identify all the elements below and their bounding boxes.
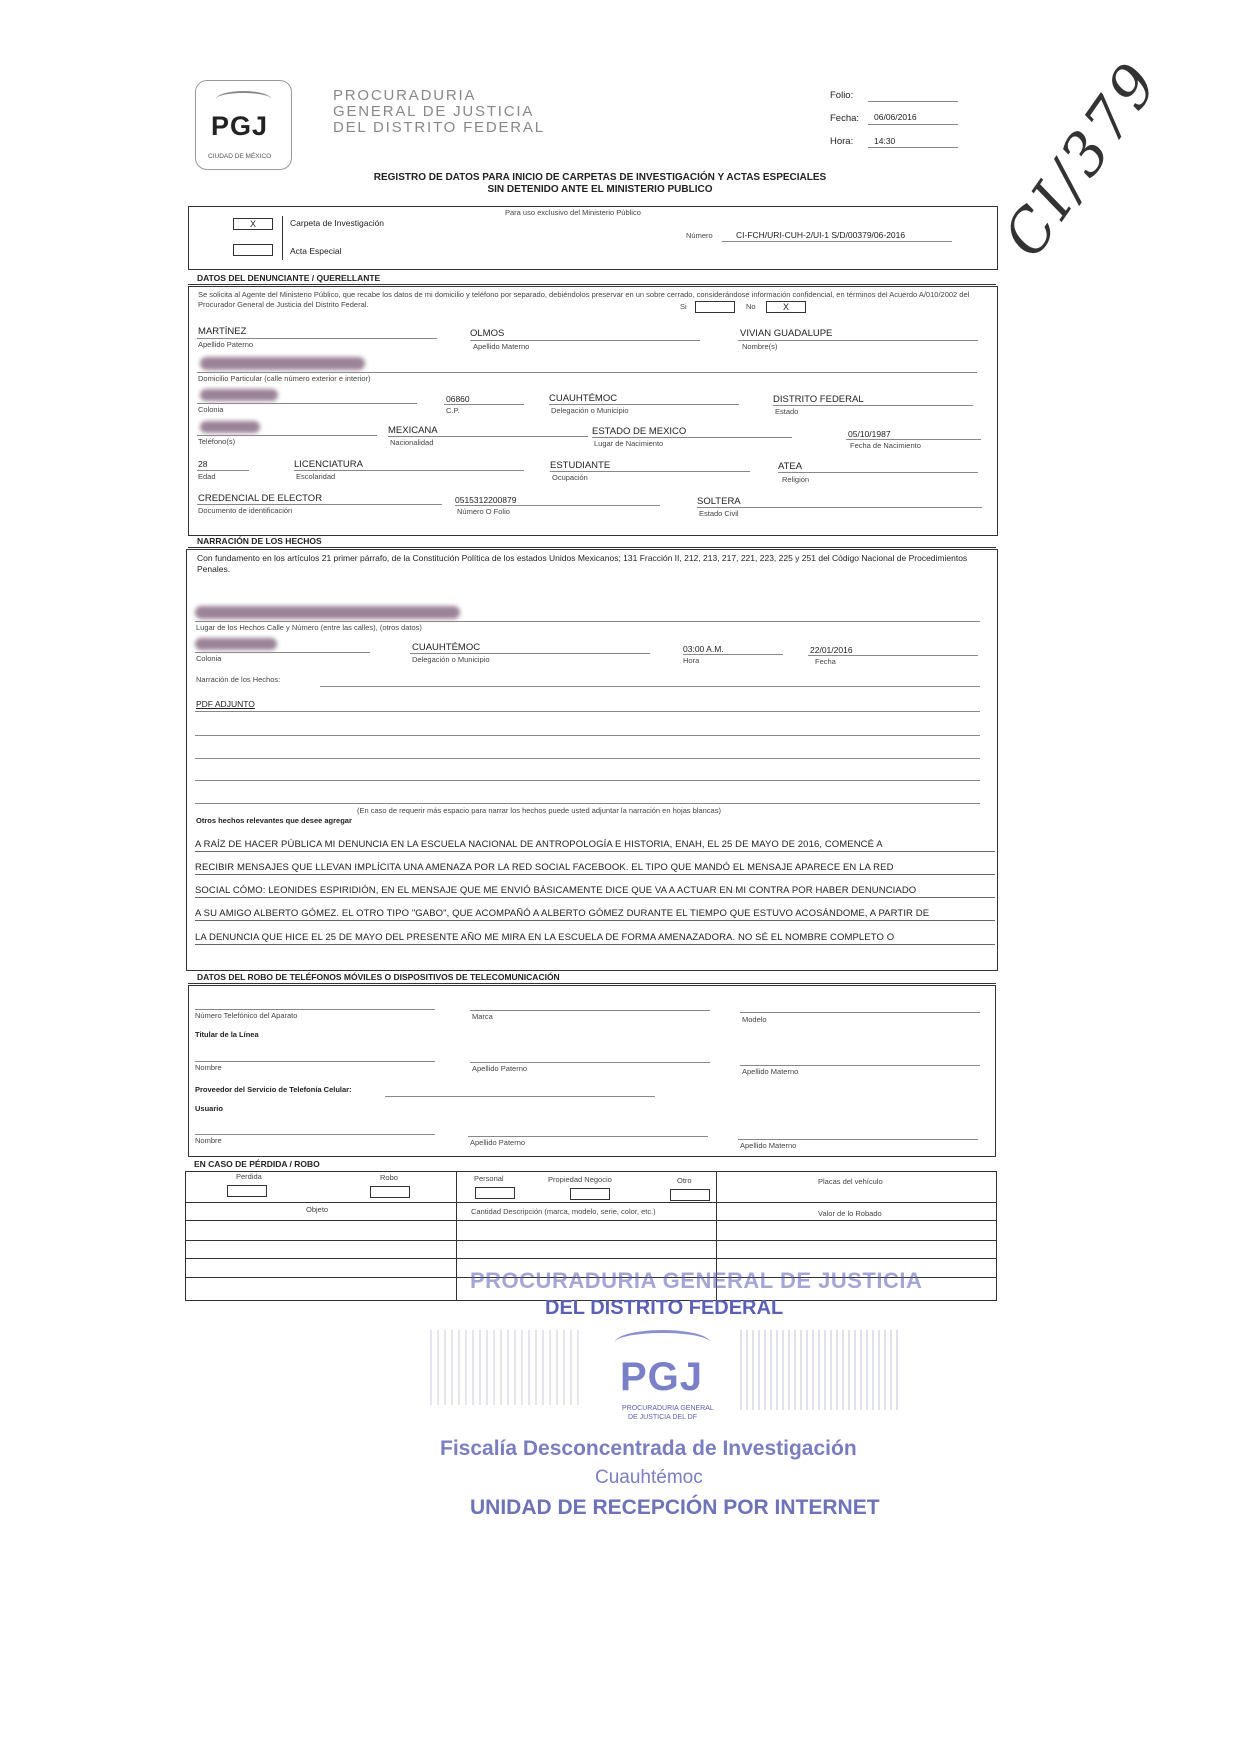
- delegacion-line: [549, 404, 739, 405]
- acta-label: Acta Especial: [290, 246, 342, 256]
- type-divider: [282, 216, 283, 260]
- titular-label: Titular de la Línea: [195, 1030, 259, 1039]
- apellido-materno-line: [470, 340, 700, 341]
- acta-checkbox[interactable]: [233, 244, 273, 256]
- narracion-line-4: [195, 780, 980, 781]
- hechos-delegacion-value: CUAUHTÉMOC: [412, 642, 481, 653]
- hechos-title-rule: [188, 547, 996, 548]
- titular-ap-paterno-label: Apellido Paterno: [472, 1064, 528, 1073]
- fecha-value: 06/06/2016: [874, 112, 917, 122]
- estado-value: DISTRITO FEDERAL: [773, 394, 864, 405]
- numero-line: [722, 241, 952, 242]
- usuario-ap-paterno-line: [468, 1136, 708, 1137]
- exclusive-note: Para uso exclusivo del Ministerio Público: [505, 208, 641, 217]
- fecha-nacimiento-label: Fecha de Nacimiento: [850, 441, 921, 450]
- lugar-nacimiento-value: ESTADO DE MEXICO: [592, 426, 687, 437]
- perdida-row-rule-1: [185, 1202, 996, 1203]
- stamp-alcaldia: Cuauhtémoc: [595, 1467, 703, 1488]
- usuario-ap-materno-label: Apellido Materno: [740, 1141, 797, 1150]
- telefono-line: [197, 435, 377, 436]
- domicilio-line: [197, 372, 977, 373]
- legal-basis: Con fundamento en los artículos 21 primer párrafo, de la Constitución Política de los estados Unidos Mexicanos; 131 Fracción II, 212, 213, 217, 221, 223, 225 y 251 del Código Nacional de Procedimientos Penales.: [197, 553, 968, 574]
- narracion-line-2: [195, 735, 980, 736]
- estado-civil-value: SOLTERA: [697, 496, 741, 507]
- ocupacion-line: [550, 471, 750, 472]
- religion-label: Religión: [782, 475, 810, 484]
- agency-name: [333, 88, 545, 136]
- nombre-value: VIVIAN GUADALUPE: [740, 328, 833, 339]
- personal-checkbox[interactable]: [475, 1187, 515, 1199]
- lugar-line: [195, 621, 980, 622]
- apellido-materno-label: Apellido Materno: [473, 342, 530, 351]
- hora-value: 14:30: [874, 136, 896, 146]
- negocio-checkbox[interactable]: [570, 1188, 610, 1200]
- perdida-row-rule-3: [185, 1240, 996, 1241]
- numero-aparato-line: [195, 1009, 435, 1010]
- hechos-hora-value: 03:00 A.M.: [683, 644, 724, 654]
- agency-line-1: PROCURADURIA: [333, 87, 477, 104]
- logo-text: PGJ: [211, 111, 269, 141]
- otros-hechos-line-3: SOCIAL CÓMO: LEONIDES ESPIRIDIÓN, EN EL MENSAJE QUE ME ENVIÓ BÁSICAMENTE DICE QUE VA A ACTUAR EN MI CONTRA POR HABER DENUNCIADO: [195, 885, 995, 898]
- carpeta-label: Carpeta de Investigación: [290, 218, 385, 228]
- usuario-nombre-line: [195, 1134, 435, 1135]
- ocupacion-value: ESTUDIANTE: [550, 460, 611, 471]
- hechos-fecha-label: Fecha: [815, 657, 836, 666]
- lugar-label: Lugar de los Hechos Calle y Número (entre las calles), (otros datos): [196, 623, 422, 632]
- agency-line-2: GENERAL DE JUSTICIA: [333, 103, 535, 120]
- otro-checkbox[interactable]: [670, 1189, 710, 1201]
- marca-label: Marca: [472, 1012, 493, 1021]
- escolaridad-line: [294, 470, 524, 471]
- no-label: No: [746, 302, 756, 311]
- no-checkbox[interactable]: X: [766, 301, 806, 313]
- fecha-nacimiento-line: [846, 439, 981, 440]
- nacionalidad-line: [388, 436, 588, 437]
- numero-aparato-label: Número Telefónico del Aparato: [195, 1011, 298, 1020]
- objeto-label: Objeto: [306, 1205, 329, 1214]
- otros-hechos-line-2: RECIBIR MENSAJES QUE LLEVAN IMPLÍCITA UNA AMENAZA POR LA RED SOCIAL FACEBOOK. EL TIPO QUE MANDÓ EL MENSAJE APARECE EN LA RED: [195, 862, 995, 875]
- hechos-delegacion-label: Delegación o Municipio: [412, 655, 490, 664]
- narracion-label: Narración de los Hechos:: [196, 675, 281, 684]
- confidential-notice: Se solicita al Agente del Ministerio Público, que recabe los datos de mi domicilio y teléfono por separado, debiéndolos preservar en un sobre cerrado, considerándose información confidencial, en términos del Acuerdo A/010/2002 del Procurador General de Justicia del Distrito Federal.: [198, 290, 970, 309]
- apellido-paterno-label: Apellido Paterno: [198, 340, 254, 349]
- stamp-logo-sub-2: DE JUSTICIA DEL DF: [628, 1414, 697, 1421]
- modelo-line: [740, 1012, 980, 1013]
- redacted-lugar: [195, 606, 460, 619]
- apellido-paterno-value: MARTÍNEZ: [198, 326, 247, 337]
- folio-doc-value: 0515312200879: [455, 495, 517, 505]
- colonia-hechos-line: [195, 652, 370, 653]
- narracion-line-1: [195, 711, 980, 712]
- pgj-logo: [195, 80, 292, 170]
- cantidad-label: Cantidad Descripción (marca, modelo, serie, color, etc.): [471, 1207, 656, 1216]
- carpeta-checkbox[interactable]: X: [233, 218, 273, 230]
- escolaridad-value: LICENCIATURA: [294, 459, 363, 470]
- hechos-fecha-value: 22/01/2016: [810, 645, 853, 655]
- estado-label: Estado: [775, 407, 799, 416]
- stamp-fiscalia: Fiscalía Desconcentrada de Investigación: [440, 1437, 857, 1460]
- valor-label: Valor de lo Robado: [818, 1209, 882, 1218]
- hechos-section-title: NARRACIÓN DE LOS HECHOS: [197, 536, 322, 546]
- cp-value: 06860: [446, 394, 470, 404]
- si-checkbox[interactable]: [695, 301, 735, 313]
- documento-value: CREDENCIAL DE ELECTOR: [198, 493, 323, 504]
- fecha-nacimiento-value: 05/10/1987: [848, 429, 891, 439]
- fecha-line: [868, 124, 958, 125]
- logo-swoosh-icon: [216, 91, 271, 107]
- stamp-logo: PGJ: [620, 1355, 704, 1399]
- otro-label: Otro: [677, 1176, 692, 1185]
- cp-line: [444, 404, 524, 405]
- titular-nombre-line: [195, 1061, 435, 1062]
- redacted-domicilio: [200, 357, 365, 370]
- agency-line-3: DEL DISTRITO FEDERAL: [333, 119, 545, 136]
- colonia-line: [197, 403, 417, 404]
- nacionalidad-label: Nacionalidad: [390, 438, 434, 447]
- folio-doc-line: [455, 505, 660, 506]
- otros-hechos-line-4: A SU AMIGO ALBERTO GÓMEZ. EL OTRO TIPO "GABO", QUE ACOMPAÑÓ A ALBERTO GÓMEZ DURANTE EL TIEMPO QUE ESTUVO ACOSÁNDOME, A PARTIR DE: [195, 908, 995, 921]
- narracion-line-3: [195, 758, 980, 759]
- folio-label: Folio:: [830, 90, 854, 101]
- denunciante-section-title: DATOS DEL DENUNCIANTE / QUERELLANTE: [197, 273, 381, 283]
- si-label: Si: [680, 302, 687, 311]
- nombre-label: Nombre(s): [742, 342, 778, 351]
- narracion-value: PDF ADJUNTO: [196, 699, 255, 709]
- redacted-telefono: [200, 421, 260, 433]
- colonia-label: Colonia: [198, 405, 224, 414]
- domicilio-label: Domicilio Particular (calle número exterior e interior): [198, 374, 371, 383]
- nacionalidad-value: MEXICANA: [388, 425, 438, 436]
- cp-label: C.P.: [446, 406, 460, 415]
- proveedor-line: [385, 1096, 655, 1097]
- robo-label: Robo: [380, 1173, 398, 1182]
- titular-ap-paterno-line: [470, 1062, 710, 1063]
- apellido-paterno-line: [197, 338, 437, 339]
- form-title: [200, 172, 1000, 196]
- form-title-line-2: SIN DETENIDO ANTE EL MINISTERIO PUBLICO: [487, 184, 713, 195]
- modelo-label: Modelo: [742, 1015, 767, 1024]
- hora-line: [868, 147, 958, 148]
- redacted-colonia: [200, 389, 278, 401]
- estado-civil-label: Estado Civil: [699, 509, 739, 518]
- placas-label: Placas del vehículo: [818, 1177, 883, 1186]
- fecha-label: Fecha:: [830, 113, 860, 124]
- telefono-label: Teléfono(s): [198, 437, 236, 446]
- narracion-line-5: [195, 803, 980, 804]
- estado-civil-line: [697, 507, 982, 508]
- religion-line: [778, 472, 978, 473]
- marca-line: [470, 1010, 710, 1011]
- proveedor-label: Proveedor del Servicio de Telefonía Celular:: [195, 1085, 352, 1094]
- ocupacion-label: Ocupación: [552, 473, 588, 482]
- titular-ap-materno-label: Apellido Materno: [742, 1067, 799, 1076]
- stamp-unidad: UNIDAD DE RECEPCIÓN POR INTERNET: [470, 1496, 880, 1519]
- folio-line: [868, 101, 958, 102]
- stamp-line-2: DEL DISTRITO FEDERAL: [545, 1297, 784, 1319]
- estado-line: [773, 405, 973, 406]
- form-title-line-1: REGISTRO DE DATOS PARA INICIO DE CARPETAS DE INVESTIGACIÓN Y ACTAS ESPECIALES: [373, 172, 827, 183]
- edad-line: [197, 470, 249, 471]
- hechos-hora-line: [683, 654, 783, 655]
- hechos-fecha-line: [808, 655, 978, 656]
- delegacion-value: CUAUHTÉMOC: [549, 393, 618, 404]
- personal-label: Personal: [474, 1174, 504, 1183]
- usuario-ap-paterno-label: Apellido Paterno: [470, 1138, 526, 1147]
- numero-label: Número: [686, 231, 713, 240]
- escolaridad-label: Escolaridad: [296, 472, 336, 481]
- stamp-swoosh-icon: [615, 1330, 710, 1355]
- perdida-row-rule-4: [185, 1258, 996, 1259]
- hechos-hora-label: Hora: [683, 656, 700, 665]
- hora-label: Hora:: [830, 136, 854, 147]
- stamp-texture-right: [740, 1330, 900, 1410]
- logo-subtext: CIUDAD DE MÉXICO: [208, 153, 272, 160]
- perdida-checkbox[interactable]: [227, 1185, 267, 1197]
- stamp-line-1: PROCURADURIA GENERAL DE JUSTICIA: [470, 1268, 923, 1293]
- delegacion-label: Delegación o Municipio: [551, 406, 629, 415]
- usuario-nombre-label: Nombre: [195, 1136, 222, 1145]
- documento-line: [197, 504, 442, 505]
- colonia-hechos-label: Colonia: [196, 654, 222, 663]
- edad-label: Edad: [198, 472, 216, 481]
- denunciante-title-rule: [188, 284, 996, 285]
- edad-value: 28: [198, 459, 208, 469]
- negocio-label: Propiedad Negocio: [548, 1175, 612, 1184]
- usuario-label: Usuario: [195, 1104, 223, 1113]
- stamp-texture-left: [430, 1330, 580, 1405]
- lugar-nacimiento-line: [592, 437, 792, 438]
- religion-value: ATEA: [778, 461, 803, 472]
- otros-hechos-line-5: LA DENUNCIA QUE HICE EL 25 DE MAYO DEL PRESENTE AÑO ME MIRA EN LA ESCUELA DE FORMA AMENAZADORA. NO SÉ EL NOMBRE COMPLETO O: [195, 932, 995, 945]
- perdida-row-rule-2: [185, 1220, 996, 1221]
- hechos-delegacion-line: [410, 653, 650, 654]
- otros-hechos-label: Otros hechos relevantes que desee agregar: [196, 816, 352, 825]
- nombre-line: [738, 340, 978, 341]
- perdida-section-title: EN CASO DE PÉRDIDA / ROBO: [194, 1159, 320, 1169]
- handwritten-annotation: CI/379: [990, 48, 1173, 270]
- redacted-colonia-hechos: [195, 638, 277, 650]
- titular-nombre-label: Nombre: [195, 1063, 222, 1072]
- robo-checkbox[interactable]: [370, 1186, 410, 1198]
- narracion-label-line: [320, 686, 980, 687]
- perdida-table-divider-1: [456, 1171, 457, 1300]
- documento-label: Documento de identificación: [198, 506, 293, 515]
- otros-hechos-line-1: A RAÍZ DE HACER PÚBLICA MI DENUNCIA EN LA ESCUELA NACIONAL DE ANTROPOLOGÍA E HISTORIA, ENAH, EL 25 DE MAYO DE 2016, COMENCÉ A: [195, 839, 995, 852]
- stamp-logo-sub-1: PROCURADURIA GENERAL: [622, 1405, 714, 1412]
- folio-doc-label: Número O Folio: [457, 507, 510, 516]
- robo-title-rule: [188, 983, 996, 984]
- titular-ap-materno-line: [740, 1065, 980, 1066]
- perdida-label: Perdida: [236, 1172, 262, 1181]
- lugar-nacimiento-label: Lugar de Nacimiento: [594, 439, 664, 448]
- robo-telefonos-section-title: DATOS DEL ROBO DE TELÉFONOS MÓVILES O DISPOSITIVOS DE TELECOMUNICACIÓN: [197, 972, 560, 982]
- apellido-materno-value: OLMOS: [470, 328, 505, 339]
- space-note: (En caso de requerir más espacio para narrar los hechos puede usted adjuntar la narración en hojas blancas): [357, 806, 721, 815]
- usuario-ap-materno-line: [738, 1139, 978, 1140]
- numero-value: CI-FCH/URI-CUH-2/UI-1 S/D/00379/06-2016: [736, 230, 906, 240]
